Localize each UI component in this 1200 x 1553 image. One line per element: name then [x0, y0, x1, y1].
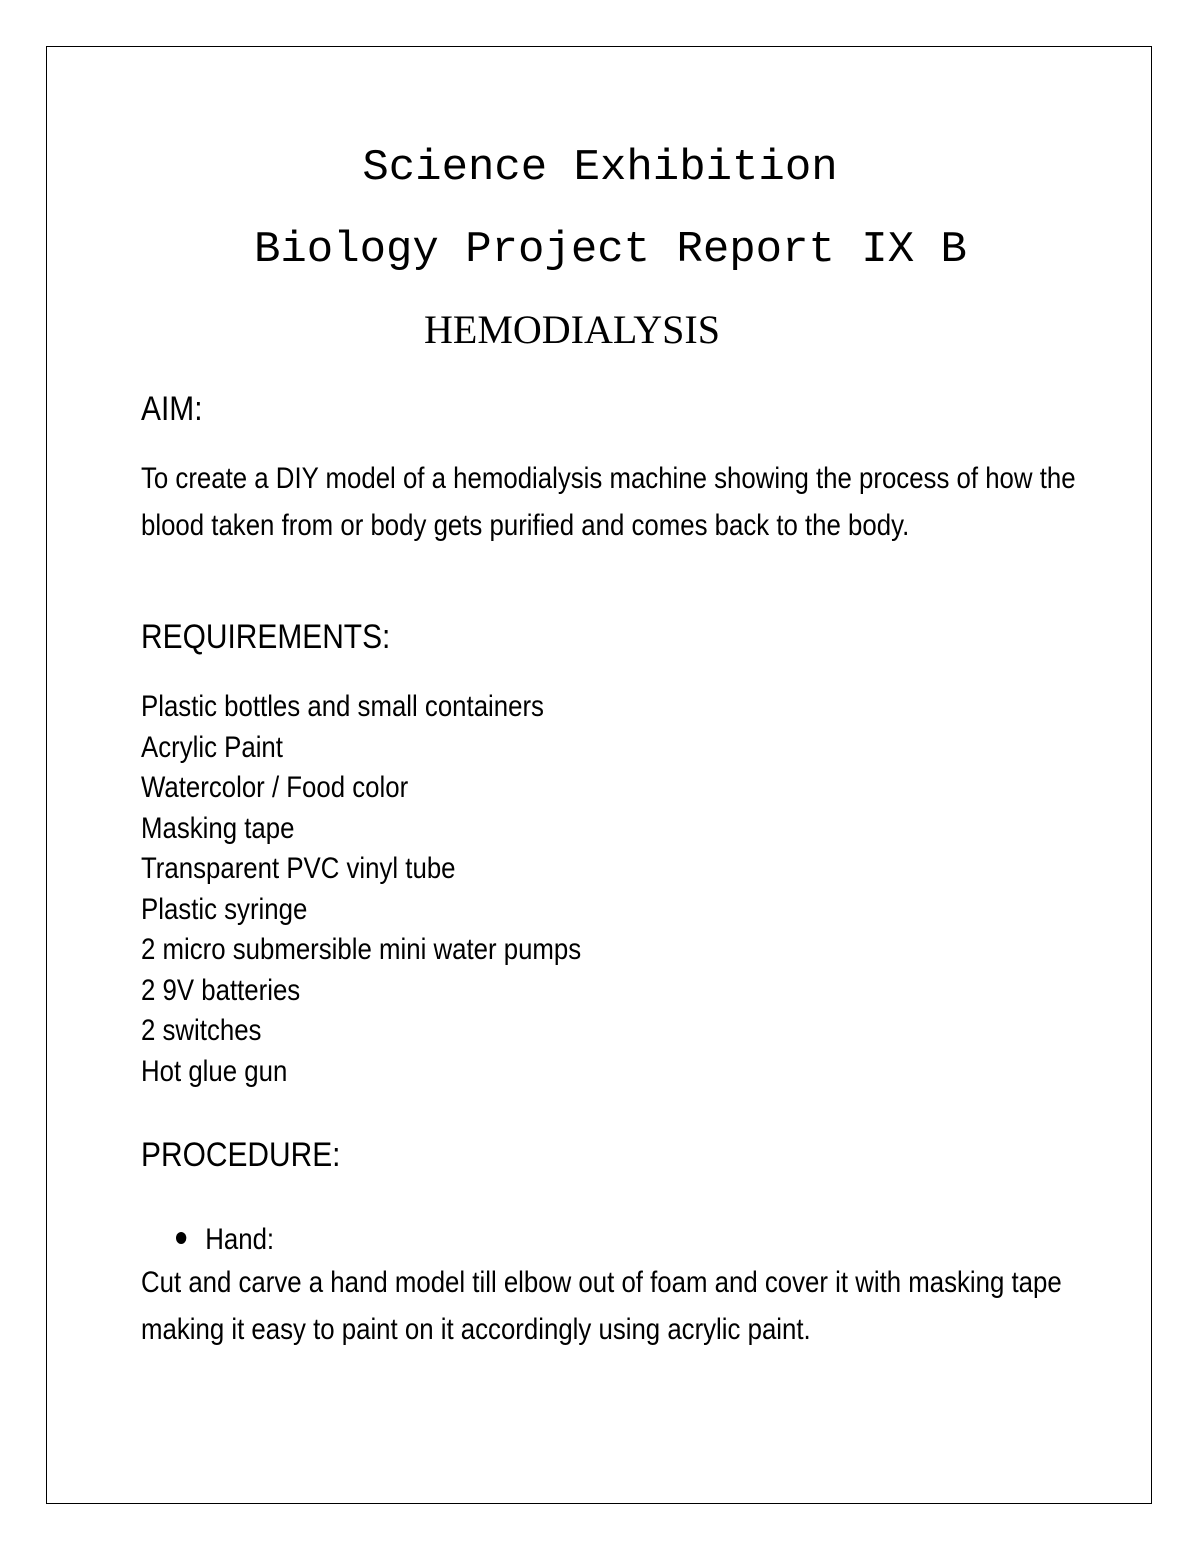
list-item: Acrylic Paint	[141, 730, 283, 764]
bullet-icon	[176, 1232, 186, 1244]
requirements-section	[141, 620, 1081, 654]
aim-heading: AIM:	[141, 390, 203, 428]
requirements-heading: REQUIREMENTS:	[141, 618, 391, 656]
topic-title: HEMODIALYSIS	[424, 307, 720, 352]
aim-body	[141, 455, 1081, 549]
list-item: 2 9V batteries	[141, 973, 301, 1007]
procedure-text: Cut and carve a hand model till elbow out of foam and cover it with masking tape making it easy to paint on it accordingly using acrylic paint.	[141, 1266, 1062, 1346]
procedure-section	[141, 1138, 1081, 1172]
aim-section	[141, 392, 1081, 426]
list-item: Plastic bottles and small containers	[141, 690, 544, 723]
list-item: 2 switches	[141, 1014, 262, 1047]
procedure-heading: PROCEDURE:	[141, 1136, 341, 1174]
requirements-list-wrap	[141, 687, 1081, 1092]
list-item: 2 micro submersible mini water pumps	[141, 933, 582, 966]
aim-text: To create a DIY model of a hemodialysis machine showing the process of how the blood taken from or body gets purified and comes back to the body.	[141, 462, 1076, 542]
list-item: Watercolor / Food color	[141, 771, 409, 804]
list-item: Plastic syringe	[141, 892, 308, 926]
exhibition-title: Science Exhibition	[362, 143, 838, 193]
report-title: Biology Project Report IX B	[254, 225, 967, 275]
list-item: Transparent PVC vinyl tube	[141, 852, 456, 885]
procedure-body	[141, 1259, 1081, 1353]
bullet-item	[176, 1225, 984, 1255]
requirements-list	[141, 687, 949, 1092]
bullet-label: Hand:	[205, 1223, 275, 1256]
list-item: Hot glue gun	[141, 1054, 288, 1088]
procedure-bullet	[176, 1225, 1116, 1255]
list-item: Masking tape	[141, 811, 295, 845]
